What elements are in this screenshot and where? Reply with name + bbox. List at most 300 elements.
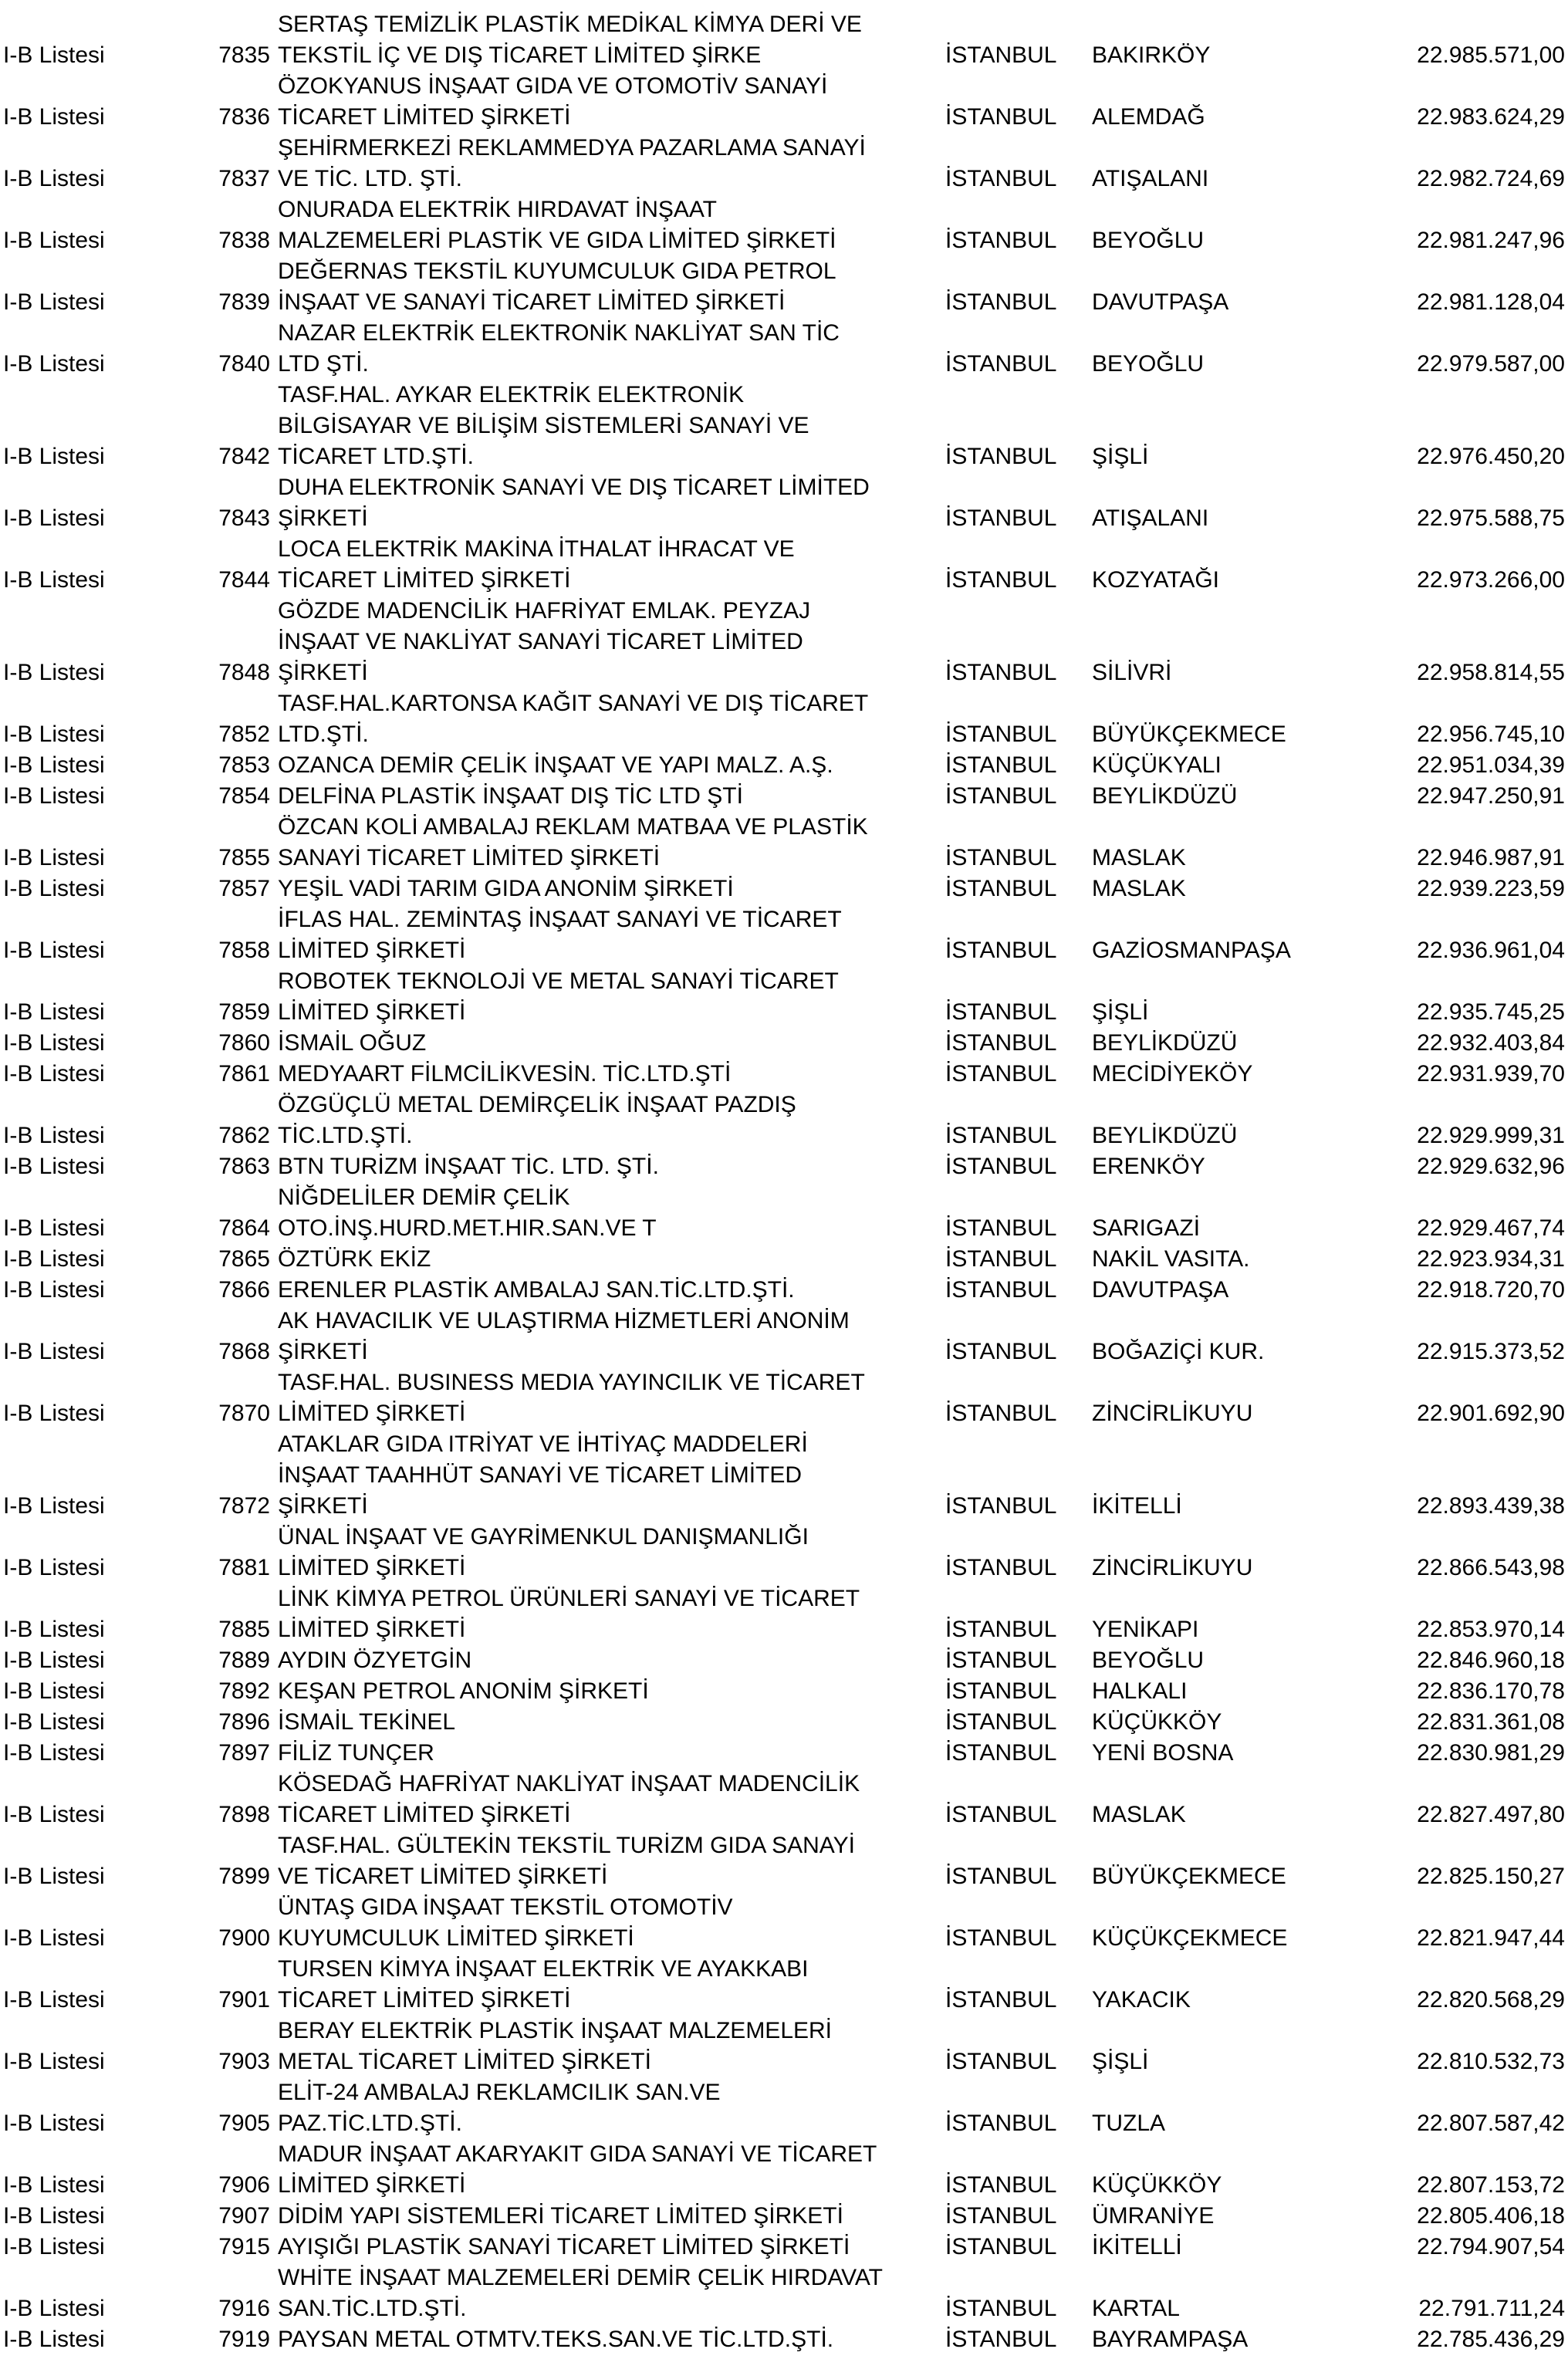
district-cell: ÜMRANİYE [1092, 2203, 1215, 2229]
table-row [0, 874, 1568, 904]
company-name-cell [278, 1275, 795, 1306]
city-cell: İSTANBUL [945, 1648, 1057, 1673]
company-name-cell [278, 1244, 431, 1275]
company-name-cell [278, 380, 809, 472]
company-name-cell [278, 1429, 808, 1522]
table-row [0, 1954, 1568, 2016]
company-name-line: LOCA ELEKTRİK MAKİNA İTHALAT İHRACAT VE [278, 536, 795, 562]
city-cell: İSTANBUL [945, 1987, 1057, 2013]
amount-cell: 22.807.153,72 [1417, 2172, 1565, 2198]
amount-cell: 22.918.720,70 [1417, 1277, 1565, 1303]
record-number-cell: 7837 [218, 166, 270, 191]
table-row [0, 1306, 1568, 1367]
company-name-line: ŞİRKETİ [278, 505, 368, 531]
company-name-line: DELFİNA PLASTİK İNŞAAT DIŞ TİC LTD ŞTİ [278, 783, 743, 809]
record-number-cell: 7855 [218, 845, 270, 870]
list-type-cell: I-B Listesi [3, 2203, 105, 2229]
company-name-line: AYDIN ÖZYETGİN [278, 1648, 472, 1673]
city-cell: İSTANBUL [945, 1555, 1057, 1580]
district-cell: SİLİVRİ [1092, 660, 1172, 685]
company-name-line: OTO.İNŞ.HURD.MET.HIR.SAN.VE T [278, 1215, 657, 1241]
company-name-cell [278, 812, 868, 874]
district-cell: BEYOĞLU [1092, 351, 1205, 377]
company-name-line: TİCARET LİMİTED ŞİRKETİ [278, 1802, 571, 1827]
table-row [0, 1830, 1568, 1892]
city-cell: İSTANBUL [945, 1925, 1057, 1951]
city-cell: İSTANBUL [945, 1215, 1057, 1241]
amount-cell: 22.794.907,54 [1417, 2234, 1565, 2259]
company-name-cell [278, 1707, 455, 1738]
list-type-cell: I-B Listesi [3, 1648, 105, 1673]
city-cell: İSTANBUL [945, 783, 1057, 809]
table-row [0, 2016, 1568, 2077]
record-number-cell: 7835 [218, 42, 270, 68]
company-name-line: GÖZDE MADENCİLİK HAFRİYAT EMLAK. PEYZAJ [278, 598, 811, 624]
table-row [0, 2139, 1568, 2201]
company-name-cell [278, 1645, 471, 1676]
company-name-line: MALZEMELERİ PLASTİK VE GIDA LİMİTED ŞİRKETİ [278, 228, 836, 253]
company-name-line: TASF.HAL. BUSINESS MEDIA YAYINCILIK VE TİCARET [278, 1370, 865, 1395]
list-type-cell: I-B Listesi [3, 505, 105, 531]
district-cell: KÜÇÜKKÖY [1092, 1709, 1222, 1735]
company-name-cell [278, 1367, 865, 1429]
city-cell: İSTANBUL [945, 351, 1057, 377]
company-name-line: TURSEN KİMYA İNŞAAT ELEKTRİK VE AYAKKABI [278, 1956, 809, 1982]
company-name-line: ŞİRKETİ [278, 1493, 368, 1519]
record-number-cell: 7865 [218, 1246, 270, 1272]
district-cell: KOZYATAĞI [1092, 567, 1220, 593]
city-cell: İSTANBUL [945, 1154, 1057, 1179]
city-cell: İSTANBUL [945, 1864, 1057, 1889]
company-name-cell [278, 1151, 659, 1182]
record-number-cell: 7915 [218, 2234, 270, 2259]
city-cell: İSTANBUL [945, 845, 1057, 870]
table-row [0, 1151, 1568, 1182]
list-type-cell: I-B Listesi [3, 1493, 105, 1519]
list-type-cell: I-B Listesi [3, 289, 105, 315]
table-row [0, 812, 1568, 874]
district-cell: BÜYÜKÇEKMECE [1092, 722, 1286, 747]
district-cell: ŞİŞLİ [1092, 444, 1149, 469]
table-row [0, 1738, 1568, 1769]
company-name-line: TİCARET LİMİTED ŞİRKETİ [278, 104, 571, 130]
record-number-cell: 7899 [218, 1864, 270, 1889]
table-row [0, 1707, 1568, 1738]
list-type-cell: I-B Listesi [3, 444, 105, 469]
table-row [0, 1244, 1568, 1275]
table-row [0, 1429, 1568, 1522]
record-number-cell: 7840 [218, 351, 270, 377]
list-type-cell: I-B Listesi [3, 228, 105, 253]
company-name-line: AK HAVACILIK VE ULAŞTIRMA HİZMETLERİ ANONİM [278, 1308, 850, 1333]
record-number-cell: 7844 [218, 567, 270, 593]
list-type-cell: I-B Listesi [3, 1925, 105, 1951]
table-row [0, 1676, 1568, 1707]
city-cell: İSTANBUL [945, 722, 1057, 747]
company-name-line: MADUR İNŞAAT AKARYAKIT GIDA SANAYİ VE TİCARET [278, 2141, 877, 2167]
table-row [0, 1892, 1568, 1954]
record-number-cell: 7885 [218, 1617, 270, 1642]
city-cell: İSTANBUL [945, 1678, 1057, 1704]
company-name-line: TİCARET LİMİTED ŞİRKETİ [278, 567, 571, 593]
district-cell: GAZİOSMANPAŞA [1092, 938, 1291, 963]
company-name-cell [278, 9, 862, 71]
list-type-cell: I-B Listesi [3, 1030, 105, 1056]
amount-cell: 22.958.814,55 [1417, 660, 1565, 685]
amount-cell: 22.935.745,25 [1417, 999, 1565, 1025]
company-name-line: LİNK KİMYA PETROL ÜRÜNLERİ SANAYİ VE TİCARET [278, 1586, 860, 1611]
company-name-cell [278, 1028, 426, 1059]
record-number-cell: 7863 [218, 1154, 270, 1179]
record-number-cell: 7916 [218, 2296, 270, 2321]
list-type-cell: I-B Listesi [3, 1802, 105, 1827]
amount-cell: 22.982.724,69 [1417, 166, 1565, 191]
list-type-cell: I-B Listesi [3, 1246, 105, 1272]
city-cell: İSTANBUL [945, 1740, 1057, 1766]
amount-cell: 22.976.450,20 [1417, 444, 1565, 469]
company-name-line: İFLAS HAL. ZEMİNTAŞ İNŞAAT SANAYİ VE TİCARET [278, 907, 842, 932]
amount-cell: 22.853.970,14 [1417, 1617, 1565, 1642]
company-name-line: WHİTE İNŞAAT MALZEMELERİ DEMİR ÇELİK HIRDAVAT [278, 2265, 883, 2290]
record-number-cell: 7843 [218, 505, 270, 531]
company-name-line: ROBOTEK TEKNOLOJİ VE METAL SANAYİ TİCARET [278, 968, 839, 994]
list-type-cell: I-B Listesi [3, 1709, 105, 1735]
table-row [0, 1182, 1568, 1244]
record-number-cell: 7896 [218, 1709, 270, 1735]
company-name-cell [278, 966, 839, 1028]
city-cell: İSTANBUL [945, 2234, 1057, 2259]
amount-cell: 22.951.034,39 [1417, 752, 1565, 778]
company-name-cell [278, 1522, 809, 1583]
record-number-cell: 7859 [218, 999, 270, 1025]
company-name-line: LİMİTED ŞİRKETİ [278, 1617, 466, 1642]
list-type-cell: I-B Listesi [3, 351, 105, 377]
list-type-cell: I-B Listesi [3, 1277, 105, 1303]
record-number-cell: 7838 [218, 228, 270, 253]
record-number-cell: 7864 [218, 1215, 270, 1241]
company-name-line: PAYSAN METAL OTMTV.TEKS.SAN.VE TİC.LTD.ŞTİ. [278, 2327, 834, 2352]
city-cell: İSTANBUL [945, 938, 1057, 963]
amount-cell: 22.785.436,29 [1417, 2327, 1565, 2352]
company-name-line: SERTAŞ TEMİZLİK PLASTİK MEDİKAL KİMYA DERİ VE [278, 12, 862, 37]
district-cell: BEYLİKDÜZÜ [1092, 1030, 1238, 1056]
list-type-cell: I-B Listesi [3, 1401, 105, 1426]
list-type-cell: I-B Listesi [3, 104, 105, 130]
table-row [0, 966, 1568, 1028]
amount-cell: 22.939.223,59 [1417, 876, 1565, 901]
company-name-line: NİĞDELİLER DEMİR ÇELİK [278, 1185, 570, 1210]
district-cell: ŞİŞLİ [1092, 999, 1149, 1025]
amount-cell: 22.929.467,74 [1417, 1215, 1565, 1241]
amount-cell: 22.893.439,38 [1417, 1493, 1565, 1519]
company-name-line: ERENLER PLASTİK AMBALAJ SAN.TİC.LTD.ŞTİ. [278, 1277, 795, 1303]
city-cell: İSTANBUL [945, 2049, 1057, 2074]
table-row [0, 1645, 1568, 1676]
company-name-cell [278, 1090, 796, 1151]
record-number-cell: 7905 [218, 2111, 270, 2136]
company-name-line: ÜNAL İNŞAAT VE GAYRİMENKUL DANIŞMANLIĞI [278, 1524, 809, 1550]
company-name-cell [278, 71, 827, 133]
city-cell: İSTANBUL [945, 104, 1057, 130]
list-type-cell: I-B Listesi [3, 1123, 105, 1148]
company-name-cell [278, 1892, 733, 1954]
company-name-line: YEŞİL VADİ TARIM GIDA ANONİM ŞİRKETİ [278, 876, 734, 901]
company-name-cell [278, 318, 840, 380]
amount-cell: 22.805.406,18 [1417, 2203, 1565, 2229]
amount-cell: 22.846.960,18 [1417, 1648, 1565, 1673]
company-name-line: TİCARET LİMİTED ŞİRKETİ [278, 1987, 571, 2013]
company-name-line: BTN TURİZM İNŞAAT TİC. LTD. ŞTİ. [278, 1154, 659, 1179]
amount-cell: 22.981.128,04 [1417, 289, 1565, 315]
district-cell: YENİKAPI [1092, 1617, 1199, 1642]
company-name-line: METAL TİCARET LİMİTED ŞİRKETİ [278, 2049, 651, 2074]
district-cell: SARIGAZİ [1092, 1215, 1201, 1241]
company-name-line: VE TİC. LTD. ŞTİ. [278, 166, 462, 191]
company-name-cell [278, 133, 866, 194]
company-name-line: TİCARET LTD.ŞTİ. [278, 444, 474, 469]
company-name-line: İSMAİL TEKİNEL [278, 1709, 456, 1735]
record-number-cell: 7836 [218, 104, 270, 130]
table-row [0, 9, 1568, 71]
company-name-cell [278, 1954, 808, 2016]
table-row [0, 71, 1568, 133]
district-cell: BEYLİKDÜZÜ [1092, 783, 1238, 809]
company-name-line: AYIŞIĞI PLASTİK SANAYİ TİCARET LİMİTED ŞİRKETİ [278, 2234, 850, 2259]
list-type-cell: I-B Listesi [3, 845, 105, 870]
company-name-cell [278, 781, 743, 812]
company-name-line: PAZ.TİC.LTD.ŞTİ. [278, 2111, 462, 2136]
company-name-line: TASF.HAL. GÜLTEKİN TEKSTİL TURİZM GIDA SANAYİ [278, 1833, 855, 1858]
district-cell: ŞİŞLİ [1092, 2049, 1149, 2074]
company-name-cell [278, 1182, 657, 1244]
company-name-line: FİLİZ TUNÇER [278, 1740, 434, 1766]
district-cell: YAKACIK [1092, 1987, 1191, 2013]
record-number-cell: 7898 [218, 1802, 270, 1827]
amount-cell: 22.825.150,27 [1417, 1864, 1565, 1889]
company-name-cell [278, 2324, 833, 2355]
amount-cell: 22.985.571,00 [1417, 42, 1565, 68]
list-type-cell: I-B Listesi [3, 1154, 105, 1179]
district-cell: DAVUTPAŞA [1092, 1277, 1229, 1303]
amount-cell: 22.827.497,80 [1417, 1802, 1565, 1827]
company-name-cell [278, 2263, 883, 2324]
company-name-line: SAN.TİC.LTD.ŞTİ. [278, 2296, 467, 2321]
company-name-cell [278, 1059, 731, 1090]
company-name-line: ÖZGÜÇLÜ METAL DEMİRÇELİK İNŞAAT PAZDIŞ [278, 1092, 796, 1117]
table-row [0, 688, 1568, 750]
city-cell: İSTANBUL [945, 1030, 1057, 1056]
company-name-cell [278, 472, 870, 534]
company-name-cell [278, 1769, 860, 1830]
company-name-line: İSMAİL OĞUZ [278, 1030, 427, 1056]
list-type-cell: I-B Listesi [3, 783, 105, 809]
company-name-cell [278, 2201, 843, 2232]
amount-cell: 22.791.711,24 [1418, 2296, 1565, 2321]
amount-cell: 22.931.939,70 [1417, 1061, 1565, 1087]
city-cell: İSTANBUL [945, 444, 1057, 469]
district-cell: YENİ BOSNA [1092, 1740, 1234, 1766]
city-cell: İSTANBUL [945, 505, 1057, 531]
company-name-cell [278, 688, 868, 750]
table-row [0, 534, 1568, 596]
list-type-cell: I-B Listesi [3, 1555, 105, 1580]
table-row [0, 1367, 1568, 1429]
list-type-cell: I-B Listesi [3, 1617, 105, 1642]
company-name-line: LİMİTED ŞİRKETİ [278, 1555, 466, 1580]
company-name-line: ŞİRKETİ [278, 660, 368, 685]
amount-cell: 22.820.568,29 [1417, 1987, 1565, 2013]
company-name-line: ÖZOKYANUS İNŞAAT GIDA VE OTOMOTİV SANAYİ [278, 73, 828, 99]
district-cell: HALKALI [1092, 1678, 1188, 1704]
list-type-cell: I-B Listesi [3, 1061, 105, 1087]
amount-cell: 22.836.170,78 [1417, 1678, 1565, 1704]
district-cell: MECİDİYEKÖY [1092, 1061, 1253, 1087]
company-name-line: MEDYAART FİLMCİLİKVESİN. TİC.LTD.ŞTİ [278, 1061, 732, 1087]
district-cell: BEYOĞLU [1092, 1648, 1205, 1673]
list-type-cell: I-B Listesi [3, 42, 105, 68]
district-cell: BOĞAZİÇİ KUR. [1092, 1339, 1265, 1364]
district-cell: ZİNCİRLİKUYU [1092, 1555, 1253, 1580]
table-row [0, 1059, 1568, 1090]
company-name-line: SANAYİ TİCARET LİMİTED ŞİRKETİ [278, 845, 661, 870]
city-cell: İSTANBUL [945, 1401, 1057, 1426]
company-name-cell [278, 2139, 877, 2201]
table-row [0, 596, 1568, 688]
record-number-cell: 7866 [218, 1277, 270, 1303]
table-row [0, 781, 1568, 812]
list-type-cell: I-B Listesi [3, 1215, 105, 1241]
record-number-cell: 7900 [218, 1925, 270, 1951]
list-type-cell: I-B Listesi [3, 938, 105, 963]
company-name-line: KÖSEDAĞ HAFRİYAT NAKLİYAT İNŞAAT MADENCİLİK [278, 1771, 860, 1796]
district-cell: KARTAL [1092, 2296, 1180, 2321]
district-cell: KÜÇÜKKÖY [1092, 2172, 1222, 2198]
company-name-line: OZANCA DEMİR ÇELİK İNŞAAT VE YAPI MALZ. A.Ş. [278, 752, 833, 778]
record-number-cell: 7892 [218, 1678, 270, 1704]
company-name-line: ÖZCAN KOLİ AMBALAJ REKLAM MATBAA VE PLASTİK [278, 814, 868, 840]
record-number-cell: 7870 [218, 1401, 270, 1426]
table-row [0, 1028, 1568, 1059]
amount-cell: 22.830.981,29 [1417, 1740, 1565, 1766]
district-cell: ZİNCİRLİKUYU [1092, 1401, 1253, 1426]
company-name-line: ÖZTÜRK EKİZ [278, 1246, 431, 1272]
table-row [0, 904, 1568, 966]
company-name-line: İNŞAAT VE NAKLİYAT SANAYİ TİCARET LİMİTED [278, 629, 803, 654]
table-row [0, 1090, 1568, 1151]
city-cell: İSTANBUL [945, 2203, 1057, 2229]
list-type-cell: I-B Listesi [3, 2234, 105, 2259]
table-row [0, 256, 1568, 318]
city-cell: İSTANBUL [945, 1246, 1057, 1272]
city-cell: İSTANBUL [945, 1802, 1057, 1827]
company-name-line: TİC.LTD.ŞTİ. [278, 1123, 413, 1148]
company-name-cell [278, 2232, 850, 2263]
district-cell: BEYOĞLU [1092, 228, 1205, 253]
company-name-line: NAZAR ELEKTRİK ELEKTRONİK NAKLİYAT SAN TİC [278, 320, 840, 346]
company-name-line: ONURADA ELEKTRİK HIRDAVAT İNŞAAT [278, 197, 718, 222]
company-name-cell [278, 874, 734, 904]
city-cell: İSTANBUL [945, 2296, 1057, 2321]
record-number-cell: 7889 [218, 1648, 270, 1673]
company-name-cell [278, 2016, 832, 2077]
table-row [0, 1769, 1568, 1830]
record-number-cell: 7897 [218, 1740, 270, 1766]
list-type-cell: I-B Listesi [3, 752, 105, 778]
record-number-cell: 7860 [218, 1030, 270, 1056]
company-name-line: LİMİTED ŞİRKETİ [278, 999, 466, 1025]
city-cell: İSTANBUL [945, 2327, 1057, 2352]
company-name-line: LİMİTED ŞİRKETİ [278, 2172, 466, 2198]
table-row [0, 318, 1568, 380]
list-type-cell: I-B Listesi [3, 1740, 105, 1766]
list-type-cell: I-B Listesi [3, 722, 105, 747]
amount-cell: 22.946.987,91 [1417, 845, 1565, 870]
company-name-line: TEKSTİL İÇ VE DIŞ TİCARET LİMİTED ŞİRKE [278, 42, 762, 68]
district-cell: BAKIRKÖY [1092, 42, 1211, 68]
amount-cell: 22.936.961,04 [1417, 938, 1565, 963]
list-type-cell: I-B Listesi [3, 660, 105, 685]
district-cell: ATIŞALANI [1092, 505, 1209, 531]
city-cell: İSTANBUL [945, 752, 1057, 778]
table-row [0, 2263, 1568, 2324]
record-number-cell: 7901 [218, 1987, 270, 2013]
city-cell: İSTANBUL [945, 1617, 1057, 1642]
record-number-cell: 7907 [218, 2203, 270, 2229]
company-name-cell [278, 1738, 434, 1769]
amount-cell: 22.979.587,00 [1417, 351, 1565, 377]
district-cell: MASLAK [1092, 1802, 1186, 1827]
district-cell: ALEMDAĞ [1092, 104, 1205, 130]
list-type-cell: I-B Listesi [3, 166, 105, 191]
city-cell: İSTANBUL [945, 228, 1057, 253]
record-number-cell: 7853 [218, 752, 270, 778]
list-type-cell: I-B Listesi [3, 2296, 105, 2321]
table-row [0, 1583, 1568, 1645]
company-name-line: TASF.HAL. AYKAR ELEKTRİK ELEKTRONİK [278, 382, 745, 407]
record-number-cell: 7919 [218, 2327, 270, 2352]
company-name-cell [278, 194, 836, 256]
table-row [0, 2201, 1568, 2232]
city-cell: İSTANBUL [945, 660, 1057, 685]
city-cell: İSTANBUL [945, 876, 1057, 901]
company-name-line: İNŞAAT TAAHHÜT SANAYİ VE TİCARET LİMİTED [278, 1462, 803, 1488]
list-type-cell: I-B Listesi [3, 2111, 105, 2136]
company-name-line: LİMİTED ŞİRKETİ [278, 1401, 466, 1426]
district-cell: BAYRAMPAŞA [1092, 2327, 1249, 2352]
record-number-cell: 7852 [218, 722, 270, 747]
record-number-cell: 7842 [218, 444, 270, 469]
table-row [0, 380, 1568, 472]
amount-cell: 22.821.947,44 [1417, 1925, 1565, 1951]
record-number-cell: 7857 [218, 876, 270, 901]
company-name-line: KEŞAN PETROL ANONİM ŞİRKETİ [278, 1678, 649, 1704]
amount-cell: 22.810.532,73 [1417, 2049, 1565, 2074]
district-cell: İKİTELLİ [1092, 1493, 1182, 1519]
amount-cell: 22.831.361,08 [1417, 1709, 1565, 1735]
company-name-line: LTD.ŞTİ. [278, 722, 369, 747]
table-row [0, 2077, 1568, 2139]
record-number-cell: 7839 [218, 289, 270, 315]
company-name-line: ŞİRKETİ [278, 1339, 368, 1364]
company-name-line: DEĞERNAS TEKSTİL KUYUMCULUK GIDA PETROL [278, 259, 836, 284]
company-name-cell [278, 596, 810, 688]
amount-cell: 22.866.543,98 [1417, 1555, 1565, 1580]
company-name-line: ŞEHİRMERKEZİ REKLAMMEDYA PAZARLAMA SANAYİ [278, 135, 866, 161]
record-number-cell: 7903 [218, 2049, 270, 2074]
list-type-cell: I-B Listesi [3, 2327, 105, 2352]
amount-cell: 22.923.934,31 [1417, 1246, 1565, 1272]
list-type-cell: I-B Listesi [3, 567, 105, 593]
